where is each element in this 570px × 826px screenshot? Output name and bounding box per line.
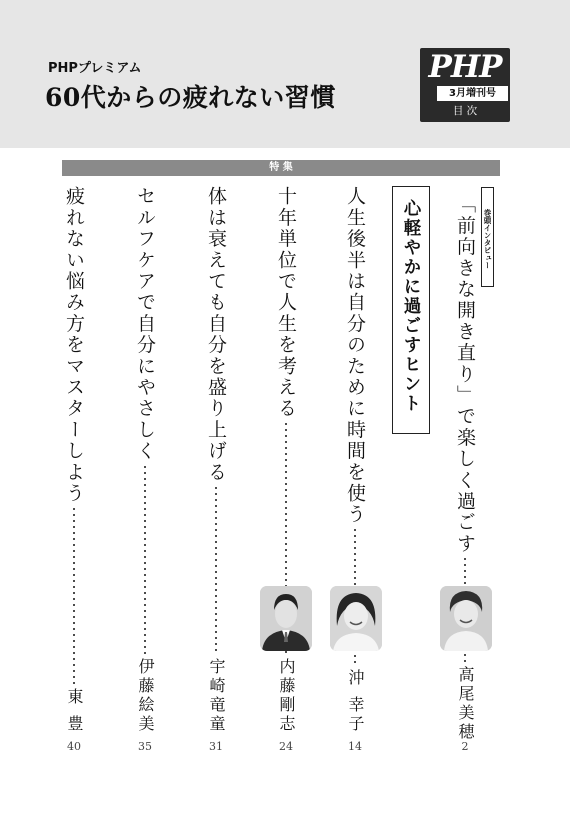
page-number: 40 — [67, 740, 81, 753]
page-number: 35 — [138, 740, 152, 753]
page-number: 2 — [461, 740, 469, 753]
leader-dots — [144, 464, 146, 654]
series-name: PHPプレミアム — [48, 61, 142, 76]
page-number: 14 — [348, 740, 362, 753]
hint-box — [392, 186, 430, 434]
issue-label: 3月増刊号 — [437, 86, 508, 101]
page-number: 31 — [209, 740, 223, 753]
toc-entry[interactable] — [452, 194, 478, 742]
entry-title: 人生後半は自分のために時間を使う — [344, 186, 366, 526]
page-title: 60代からの疲れない習慣 — [45, 83, 336, 112]
leader-dots — [73, 506, 75, 684]
entry-title: セルフケアで自分にやさしく — [134, 186, 156, 462]
leader-dots — [215, 485, 217, 654]
entry-author: 高尾美穂 — [456, 666, 475, 742]
entry-author: 伊藤絵美 — [136, 658, 155, 734]
author-photo-naito — [260, 586, 312, 651]
hint-label: 心軽やかに過ごすヒント — [401, 199, 421, 414]
entry-title: 疲れない悩み方をマスターしよう — [63, 186, 85, 504]
entry-author: 東 豊 — [65, 687, 84, 734]
page-number: 24 — [279, 740, 293, 753]
toc-entry[interactable] — [61, 186, 87, 734]
toc-entry[interactable] — [203, 186, 229, 734]
toc-entry[interactable] — [273, 186, 299, 734]
entry-title: 十年単位で人生を考える — [275, 186, 297, 420]
toc-entry[interactable] — [342, 186, 368, 734]
toc-entry[interactable] — [132, 186, 158, 734]
entry-title: 体は衰えても自分を盛り上げる — [205, 186, 227, 483]
entry-author: 沖 幸子 — [346, 668, 365, 734]
author-photo-takao — [440, 586, 492, 651]
author-photo-oki — [330, 586, 382, 651]
header-band — [0, 0, 570, 148]
contents-label: 目 次 — [452, 105, 478, 117]
entry-title: 「前向きな開き直り」で楽しく過ごす — [454, 194, 476, 555]
php-logo — [420, 48, 510, 122]
entry-author: 内藤剛志 — [277, 658, 296, 734]
logo-brand: PHP — [428, 49, 502, 85]
entry-author: 宇崎竜童 — [207, 658, 226, 734]
interview-tag: 巻頭インタビュー — [481, 187, 494, 287]
section-bar: 特 集 — [62, 160, 500, 176]
